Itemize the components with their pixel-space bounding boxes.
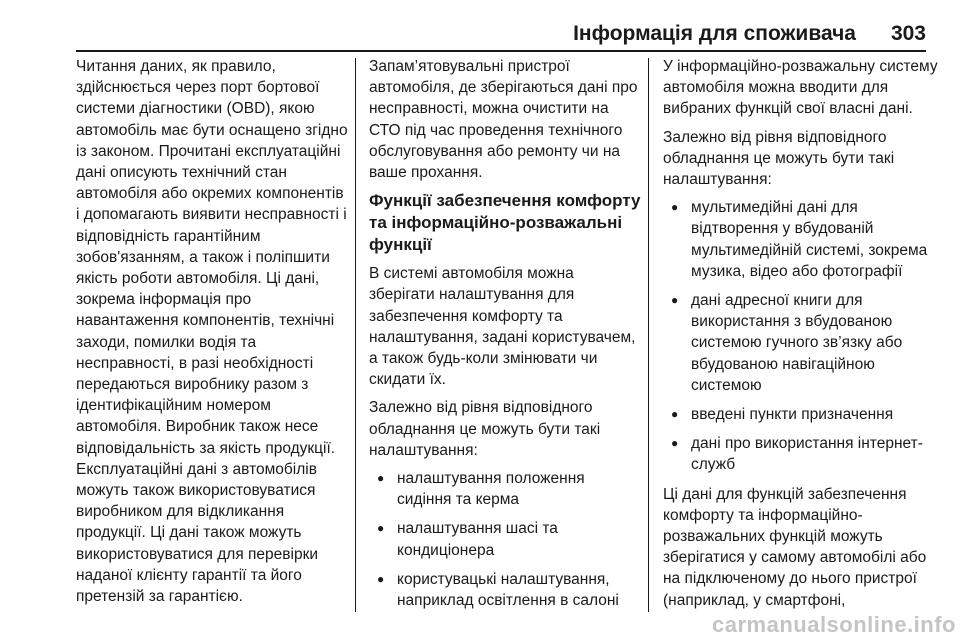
column-1 [76,56,348,614]
column-2 [369,56,641,619]
column-divider-2 [648,58,649,612]
column-2-intro: Запам’ятовувальні пристрої автомобіля, де зберігаються дані про несправності, можна очистити на СТО під час проведення технічного обслуговування або ремонту чи на ваше прохання. [369,58,638,182]
page-number: 303 [890,22,926,45]
column-divider-1 [355,58,356,612]
column-1-paragraph: Читання даних, як правило, здійснюється через порт бортової системи діагностики (OBD), якою автомобіль має бути оснащено згідно із законом. Прочитані експлуатаційні дані описують технічний стан автомобіля або окремих компонентів і допомагають виявити несправності і відповідність гарантійним зобов'язанням, а також і поліпшити якість роботи автомобіля. Ці дані, зокрема інформація про навантаження компонентів, технічні заходи, помилки водія та несправності, в разі необхідності передаються виробнику разом з ідентифікаційним номером автомобіля. Виробник також несе відповідальність за якість продукції. Експлуатаційні дані з автомобілів можуть також використовуватися виробником для відкликання продукції. Ці дані також можуть використовуватися для перевірки наданої клієнту гарантії та його претензій за гарантією. [76,58,348,606]
column-2-paragraph-2: Залежно від рівня відповідного обладнання це можуть бути такі налаштування: [369,399,601,459]
list-item: ● дані адресної книги для використання з вбудованою системою гучного зв’язку або вбудованою навігаційною системою [663,290,945,396]
list-item: ● мультимедійні дані для відтворення у вбудованій мультимедійній системі, зокрема музика, відео або фотографії [663,197,945,282]
page-title: Інформація для споживача [573,22,856,45]
list-item: ● налаштування шасі та кондиціонера [369,518,641,560]
header-rule [76,50,926,52]
column-3-paragraph-3: Ці дані для функцій забезпечення комфорту та інформаційно-розважальних функцій можуть зберігатися у самому автомобілі або на підключеному до нього пристрої (наприклад, у смартфоні, [663,485,927,609]
column-3 [663,56,945,618]
column-3-bullet-list [663,197,945,475]
column-3-paragraph-1: У інформаційно-розважальну систему автомобіля можна вводити для вибраних функцій свої власні дані. [663,58,938,118]
list-item: ● налаштування положення сидіння та керма [369,468,641,510]
column-3-paragraph-2: Залежно від рівня відповідного обладнання це можуть бути такі налаштування: [663,128,895,189]
list-item: ● введені пункти призначення [663,404,945,425]
watermark-text: carmanualsonline.info [712,612,956,637]
list-item: ● користувацькі налаштування, наприклад освітлення в салоні [369,569,641,611]
section-heading: Функції забезпечення комфорту та інформаційно-розважальні функції [369,191,641,255]
list-item: ● дані про використання інтернет-служб [663,433,945,475]
column-2-bullet-list [369,468,641,611]
column-2-paragraph-1: В системі автомобіля можна зберігати налаштування для забезпечення комфорту та налаштування, задані користувачем, а також будь-коли змінювати чи скидати їх. [369,265,636,389]
page-header [0,0,960,50]
